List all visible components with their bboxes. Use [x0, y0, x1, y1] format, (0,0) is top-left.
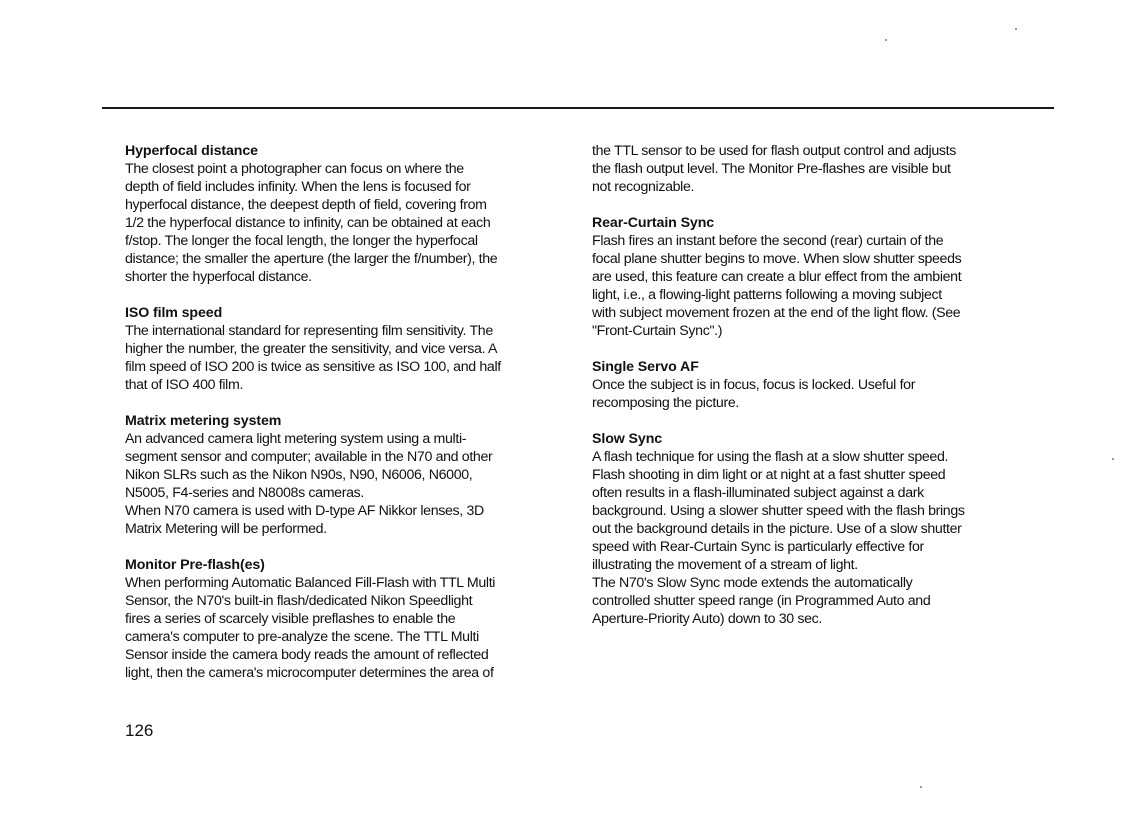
entry-body: When performing Automatic Balanced Fill-Flash with TTL Multi Sensor, the N70's built-in flash/dedicated Nikon Speedlight fires a series of scarcely visible preflashes to enable the camera's computer to pre-analyze the scene. The TTL Multi Sensor inside the camera body reads the amount of reflected light, then the camera's microcomputer determines the area of	[125, 575, 496, 681]
entry-body: The closest point a photographer can focus on where the depth of field includes infinity. When the lens is focused for hyperfocal distance, the deepest depth of field, covering from 1/2 the hyperfocal distance to infinity, can be obtained at each f/stop. The longer the focal length, the longer the hyperfocal distance; the smaller the aperture (the larger the f/number), the shorter the hyperfocal distance.	[125, 161, 498, 285]
entry-body: Flash fires an instant before the second (rear) curtain of the focal plane shutter begins to move. When slow shutter speeds are used, this feature can create a blur effect from the ambient light, i.e., a flowing-light patterns following a moving subject with subject movement frozen at the end of the light flow. (See "Front-Curtain Sync".)	[592, 233, 962, 339]
entry-title: Rear-Curtain Sync	[592, 215, 715, 231]
entry-title: Slow Sync	[592, 431, 663, 447]
entry-body: A flash technique for using the flash at a slow shutter speed. Flash shooting in dim light or at night at a fast shutter speed often results in a flash-illuminated subject against a dark background. Using a slower shutter speed with the flash brings out the background details in the picture. Use of a slow shutter speed with Rear-Curtain Sync is particularly effective for illustrating the movement of a stream of light. The N70's Slow Sync mode extends the automatically controlled shutter speed range (in Programmed Auto and Aperture-Priority Auto) down to 30 sec.	[592, 449, 965, 627]
entry-body: Once the subject is in focus, focus is locked. Useful for recomposing the picture.	[592, 377, 916, 411]
glossary-entry-hyperfocal-distance	[125, 142, 565, 286]
glossary-entry-monitor-pre-flash	[125, 556, 565, 682]
glossary-entry-matrix-metering-system	[125, 412, 565, 538]
glossary-entry-rear-curtain-sync	[592, 214, 1032, 340]
entry-body: An advanced camera light metering system using a multi- segment sensor and computer; available in the N70 and other Nikon SLRs such as the Nikon N90s, N90, N6006, N6000, N5005, F4-series and N8008s cameras. When N70 camera is used with D-type AF Nikkor lenses, 3D Matrix Metering will be performed.	[125, 431, 493, 537]
scan-speck	[885, 39, 887, 41]
scan-speck	[1015, 28, 1017, 30]
entry-title: Monitor Pre-flash(es)	[125, 557, 265, 573]
header-rule	[102, 107, 1054, 109]
entry-title: Matrix metering system	[125, 413, 282, 429]
scan-speck	[920, 786, 922, 788]
page-number: 126	[125, 721, 154, 740]
entry-title: Hyperfocal distance	[125, 143, 258, 159]
glossary-entry-monitor-pre-flash-continued	[592, 142, 1032, 196]
scan-speck	[1112, 458, 1114, 460]
glossary-entry-single-servo-af	[592, 358, 1032, 412]
entry-body: the TTL sensor to be used for flash output control and adjusts the flash output level. The Monitor Pre-flashes are visible but not recognizable.	[592, 143, 956, 195]
entry-title: Single Servo AF	[592, 359, 699, 375]
left-column	[125, 142, 565, 700]
glossary-entry-iso-film-speed	[125, 304, 565, 394]
right-column	[592, 142, 1032, 646]
entry-body: The international standard for representing film sensitivity. The higher the number, the greater the sensitivity, and vice versa. A film speed of ISO 200 is twice as sensitive as ISO 100, and half that of ISO 400 film.	[125, 323, 501, 393]
glossary-entry-slow-sync	[592, 430, 1032, 628]
entry-title: ISO film speed	[125, 305, 223, 321]
